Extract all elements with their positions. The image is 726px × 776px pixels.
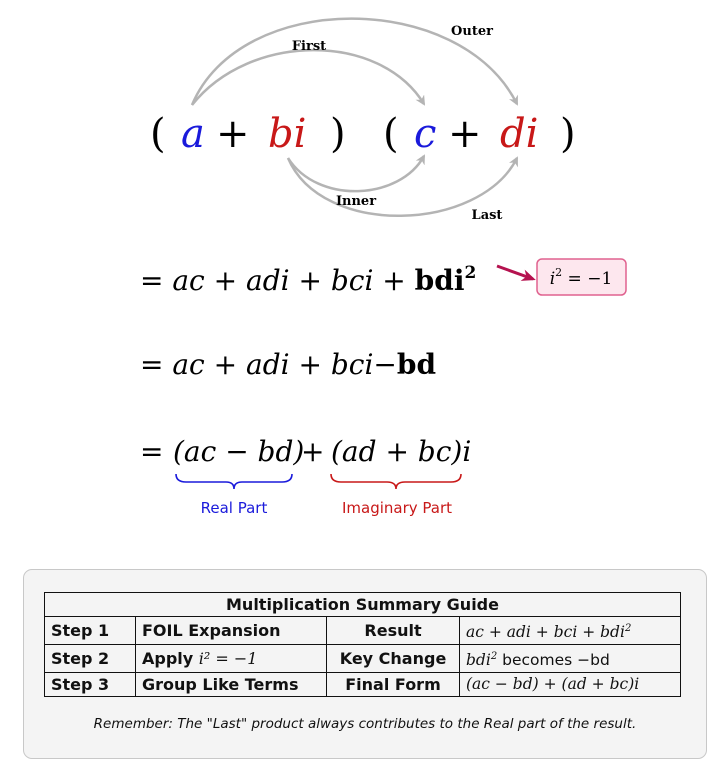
action-cell: FOIL Expansion xyxy=(136,617,327,645)
column3-cell: Result xyxy=(327,617,460,645)
table-row xyxy=(45,673,681,697)
step-cell: Step 2 xyxy=(45,645,136,673)
right-paren-open: ( xyxy=(383,111,399,157)
inner-label: Inner xyxy=(335,194,377,209)
summary-title: Multiplication Summary Guide xyxy=(45,593,681,617)
column4-cell: bdi$^2$ becomes −bd xyxy=(460,645,681,673)
outer-label: Outer xyxy=(451,24,493,39)
equation-line-3-equals: = xyxy=(140,435,164,468)
term-c: c xyxy=(414,111,437,157)
real-part-label: Real Part xyxy=(200,499,268,517)
action-cell: Group Like Terms xyxy=(136,673,327,697)
first-label: First xyxy=(291,39,327,54)
column4-cell: ac + adi + bci + bdi$^2$ xyxy=(460,617,681,645)
column3-cell: Key Change xyxy=(327,645,460,673)
equation-line-3-plus: + xyxy=(301,435,325,468)
table-row xyxy=(45,617,681,645)
table-row xyxy=(45,645,681,673)
step-cell: Step 3 xyxy=(45,673,136,697)
equation-line-1: = ac + adi + bci + bdi$^2$ xyxy=(140,263,477,297)
imaginary-part-label: Imaginary Part xyxy=(341,499,453,517)
action-cell: Apply i² = −1 xyxy=(136,645,327,673)
term-di: di xyxy=(500,111,539,157)
pointer-arrow xyxy=(497,266,533,279)
summary-note: Remember: The "Last" product always contributes to the Real part of the result. xyxy=(93,716,637,732)
column3-cell: Final Form xyxy=(327,673,460,697)
left-paren-close: ) xyxy=(330,111,346,157)
imaginary-part-brace xyxy=(331,474,461,489)
summary-table xyxy=(44,592,681,697)
real-part-brace xyxy=(176,474,292,489)
plus-2: + xyxy=(448,111,482,157)
summary-title-row xyxy=(45,593,681,617)
equation-line-3-real: (ac − bd) xyxy=(173,435,305,468)
left-paren-open: ( xyxy=(150,111,166,157)
identity-text: $i^2 = -1$ xyxy=(549,266,613,289)
last-label: Last xyxy=(471,208,503,223)
equation-line-3-imag: (ad + bc)i xyxy=(331,435,472,468)
column4-cell: (ac − bd) + (ad + bc)i xyxy=(460,673,681,697)
term-a: a xyxy=(181,111,205,157)
step-cell: Step 1 xyxy=(45,617,136,645)
term-bi: bi xyxy=(268,111,307,157)
equation-line-2: = ac + adi + bci−bd xyxy=(140,348,437,381)
right-paren-close: ) xyxy=(560,111,576,157)
plus-1: + xyxy=(216,111,250,157)
